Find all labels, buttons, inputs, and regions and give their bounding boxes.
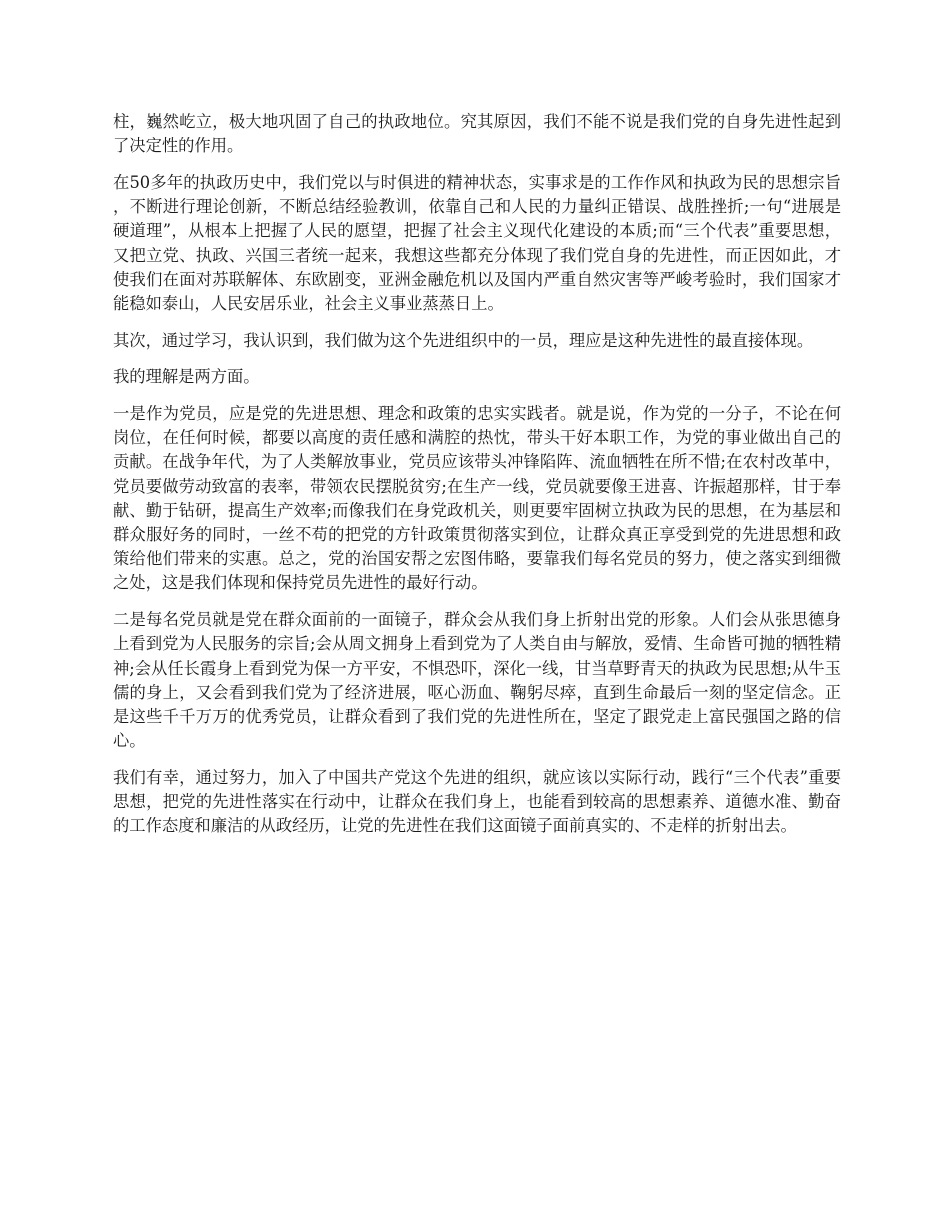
paragraph-5: 一是作为党员，应是党的先进思想、理念和政策的忠实实践者。就是说，作为党的一分子，不论在何岗位，在任何时候，都要以高度的责任感和满腔的热忱，带头干好本职工作，为党的事业做出自己的贡献。在战争年代，为了人类解放事业，党员应该带头冲锋陷阵、流血牺牲在所不惜;在农村改革中，党员要做劳动致富的表率，带领农民摆脱贫穷;在生产一线，党员就要像王进喜、许振超那样，甘于奉献、勤于钻研，提高生产效率;而像我们在身党政机关，则更要牢固树立执政为民的思想，在为基层和群众服好务的同时，一丝不苟的把党的方针政策贯彻落实到位，让群众真正享受到党的先进思想和政策给他们带来的实惠。总之，党的治国安帮之宏图伟略，要靠我们每名党员的努力，使之落实到细微之处，这是我们体现和保持党员先进性的最好行动。 <box>113 404 841 593</box>
paragraph-1: 柱，巍然屹立，极大地巩固了自己的执政地位。究其原因，我们不能不说是我们党的自身先进性起到了决定性的作用。 <box>113 112 841 156</box>
document-body <box>113 110 841 851</box>
paragraph-7: 我们有幸，通过努力，加入了中国共产党这个先进的组织，就应该以实际行动，践行“三个代表”重要思想，把党的先进性落实在行动中，让群众在我们身上，也能看到较高的思想素养、道德水准、勤奋的工作态度和廉洁的从政经历，让党的先进性在我们这面镜子面前真实的、不走样的折射出去。 <box>113 767 841 836</box>
paragraph-4: 我的理解是两方面。 <box>113 367 260 387</box>
paragraph-3: 其次，通过学习，我认识到，我们做为这个先进组织中的一员，理应是这种先进性的最直接体现。 <box>113 330 814 350</box>
paragraph-2: 在50多年的执政历史中，我们党以与时俱进的精神状态，实事求是的工作作风和执政为民的思想宗旨，不断进行理论创新，不断总结经验教训，依靠自己和人民的力量纠正错误、战胜挫折;一句“进展是硬道理”，从根本上把握了人民的愿望，把握了社会主义现代化建设的本质;而“三个代表”重要思想，又把立党、执政、兴国三者统一起来，我想这些都充分体现了我们党自身的先进性，而正因如此，才使我们在面对苏联解体、东欧剧变，亚洲金融危机以及国内严重自然灾害等严峻考验时，我们国家才能稳如泰山，人民安居乐业，社会主义事业蒸蒸日上。 <box>113 172 841 313</box>
paragraph-6: 二是每名党员就是党在群众面前的一面镜子，群众会从我们身上折射出党的形象。人们会从张思德身上看到党为人民服务的宗旨;会从周文拥身上看到党为了人类自由与解放，爱情、生命皆可抛的牺牲精神;会从任长霞身上看到党为保一方平安，不惧恐吓，深化一线，甘当草野青天的执政为民思想;从牛玉儒的身上，又会看到我们党为了经济进展，呕心沥血、鞠躬尽瘁，直到生命最后一刻的坚定信念。正是这些千千万万的优秀党员，让群众看到了我们党的先进性所在，坚定了跟党走上富民强国之路的信心。 <box>113 610 841 751</box>
